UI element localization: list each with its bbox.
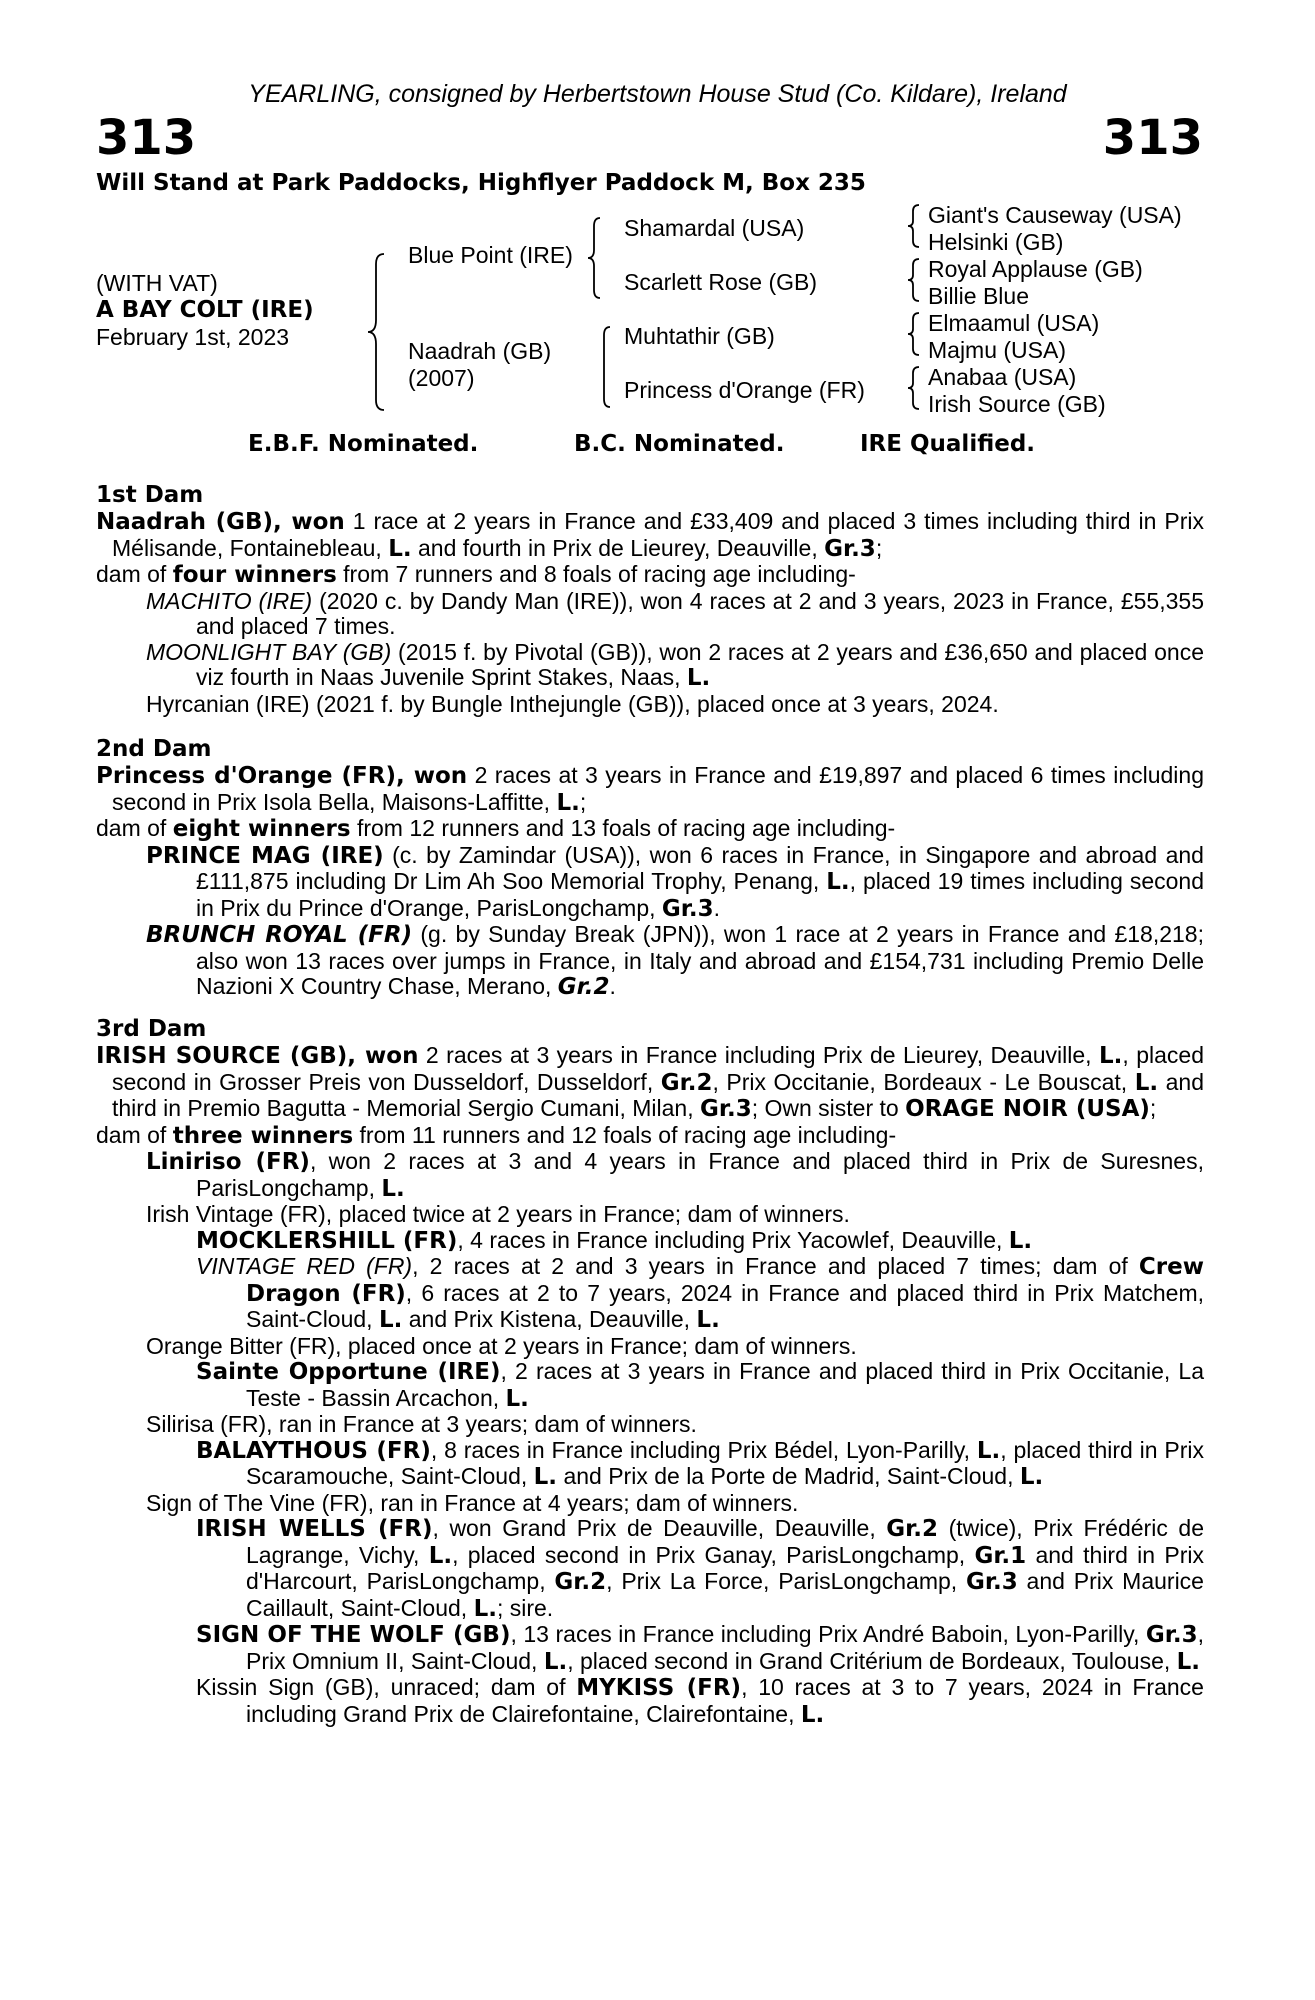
text-run: 2 races at 3 years in France and £19,897 and placed 6 times including second in Prix Isola Bella, Maisons-Laffitte, <box>112 762 1204 815</box>
sire-dam: Scarlett Rose (GB) <box>624 269 817 295</box>
pedigree-paragraph <box>96 1228 1204 1255</box>
vat-label: (WITH VAT) <box>96 270 218 296</box>
text-run: and Prix de la Porte de Madrid, Saint-Cloud, <box>557 1463 1020 1489</box>
text-run: , won Grand Prix de Deauville, Deauville, <box>432 1515 887 1541</box>
text-run: L. <box>473 1595 497 1622</box>
text-run: Silirisa (FR), ran in France at 3 years; dam of winners. <box>146 1411 697 1437</box>
text-run: dam of <box>96 815 173 841</box>
text-run: L. <box>388 535 412 562</box>
text-run: PRINCE MAG (IRE) <box>146 842 384 869</box>
text-run: L. <box>428 1542 453 1569</box>
text-run: 2 races at 3 years in France including Prix de Lieurey, Deauville, <box>418 1042 1099 1068</box>
ebf-nominated: E.B.F. Nominated. <box>248 431 479 457</box>
dam-sire: Muhtathir (GB) <box>624 323 775 349</box>
text-run: L. <box>505 1385 529 1412</box>
text-run: L. <box>556 789 580 816</box>
pedigree-paragraph <box>96 1334 1204 1360</box>
pedigree-paragraph <box>96 509 1204 562</box>
text-run: (2015 f. by Pivotal (GB)), won 2 races at 2 years and £36,650 and placed once viz fourth in Naas Juvenile Sprint Stakes, Naas, <box>196 638 1204 690</box>
text-run: , 8 races in France including Prix Bédel, Lyon-Parilly, <box>430 1436 977 1463</box>
text-run: . <box>609 973 616 999</box>
text-run: Irish Vintage (FR), placed twice at 2 years in France; dam of winners. <box>146 1201 850 1227</box>
ire-qualified: IRE Qualified. <box>860 431 1036 457</box>
foaling-date: February 1st, 2023 <box>96 324 290 350</box>
text-run: and Prix Maurice Caillault, Saint-Cloud, <box>246 1568 1204 1621</box>
text-run: , 6 races at 2 to 7 years, 2024 in France and placed third in Prix Matchem, Saint-Cloud, <box>246 1279 1204 1332</box>
pedigree-paragraph <box>96 1438 1204 1491</box>
text-run: L. <box>800 1701 825 1728</box>
text-run: Gr.3 <box>1145 1622 1198 1648</box>
gen3-5: Elmaamul (USA) <box>928 310 1100 336</box>
pedigree-paragraph <box>96 816 1204 843</box>
text-run: , 13 races in France including Prix André Baboin, Lyon-Parilly, <box>510 1621 1146 1647</box>
text-run: Liniriso (FR) <box>146 1149 310 1175</box>
text-run: Gr.3 <box>700 1096 752 1122</box>
text-run: , 10 races at 3 to 7 years, 2024 in France including Grand Prix de Clairefontaine, Clairefontaine, <box>246 1674 1204 1727</box>
text-run: Gr.2 <box>554 1569 607 1595</box>
text-run: , Prix La Force, ParisLongchamp, <box>606 1568 967 1594</box>
gen3-7: Anabaa (USA) <box>928 364 1077 390</box>
text-run: 1 race at 2 years in France and £33,409 and placed 3 times including third in Prix Mélisande, Fontainebleau, <box>112 508 1204 561</box>
text-run: L. <box>1008 1227 1033 1254</box>
pedigree-paragraph <box>96 843 1204 923</box>
text-run: Princess d'Orange (FR), won <box>96 763 468 789</box>
text-run: L. <box>976 1437 1001 1464</box>
text-run: MOCKLERSHILL (FR) <box>196 1227 458 1254</box>
text-run: Gr.3 <box>966 1569 1018 1595</box>
pedigree-paragraph <box>96 692 1204 718</box>
text-run: L. <box>1098 1043 1123 1069</box>
pedigree-paragraph <box>96 922 1204 1001</box>
section-2nd-dam <box>96 736 1204 1001</box>
text-run: , placed third in Prix Scaramouche, Saint-Cloud, <box>246 1436 1204 1489</box>
section-1st-dam <box>96 482 1204 717</box>
pedigree-paragraph <box>96 1412 1204 1438</box>
pedigree-brace-g3 <box>901 311 925 357</box>
pedigree-brace-dam <box>592 325 616 409</box>
stand-location: Will Stand at Park Paddocks, Highflyer Paddock M, Box 235 <box>96 170 866 196</box>
text-run: MACHITO (IRE) <box>146 587 313 614</box>
text-run: L. <box>696 1307 720 1333</box>
pedigree-paragraph <box>96 589 1204 640</box>
text-run: three winners <box>172 1122 354 1149</box>
text-run: Gr.2 <box>557 974 610 1000</box>
text-run: Naadrah (GB), won <box>96 509 345 535</box>
gen3-6: Majmu (USA) <box>928 337 1067 363</box>
pedigree-brace-g4 <box>901 365 925 411</box>
pedigree-paragraph <box>96 1123 1204 1150</box>
text-run: L. <box>533 1464 558 1490</box>
text-run: IRISH SOURCE (GB), won <box>96 1043 419 1069</box>
text-run: and third in Prix d'Harcourt, ParisLongchamp, <box>246 1541 1204 1594</box>
pedigree-paragraph <box>96 1254 1204 1334</box>
pedigree-paragraph <box>96 1491 1204 1517</box>
pedigree-paragraph <box>96 1359 1204 1412</box>
gen3-4: Billie Blue <box>928 283 1029 309</box>
text-run: (c. by Zamindar (USA)), won 6 races in France, in Singapore and abroad and £111,875 including Dr Lim Ah Soo Memorial Trophy, Penang, <box>196 841 1204 894</box>
text-run: SIGN OF THE WOLF (GB) <box>196 1622 511 1648</box>
text-run: Gr.1 <box>974 1542 1027 1569</box>
text-run: MOONLIGHT BAY (GB) <box>146 638 392 665</box>
pedigree-paragraph <box>96 1202 1204 1228</box>
pedigree-paragraph <box>96 640 1204 692</box>
section-heading: 2nd Dam <box>96 736 212 762</box>
text-run: , placed second in Grosser Preis von Dusseldorf, Dusseldorf, <box>112 1042 1204 1095</box>
text-run: (2020 c. by Dandy Man (IRE)), won 4 races at 2 and 3 years, 2023 in France, £55,355 and placed 7 times. <box>196 587 1204 639</box>
bc-nominated: B.C. Nominated. <box>574 431 785 457</box>
dam-dam: Princess d'Orange (FR) <box>624 377 865 403</box>
text-run: , placed second in Grand Critérium de Bordeaux, Toulouse, <box>567 1647 1177 1674</box>
text-run: IRISH WELLS (FR) <box>196 1516 433 1542</box>
pedigree-brace-sire <box>582 216 606 300</box>
text-run: L. <box>381 1175 405 1202</box>
gen3-3: Royal Applause (GB) <box>928 256 1143 282</box>
section-heading: 3rd Dam <box>96 1016 207 1042</box>
pedigree-paragraph <box>96 1149 1204 1202</box>
text-run: MYKISS (FR) <box>576 1675 742 1701</box>
text-run: ; <box>1149 1095 1157 1121</box>
text-run: Gr.3 <box>824 535 876 562</box>
pedigree-brace-g1 <box>901 203 925 249</box>
text-run: BRUNCH ROYAL (FR) <box>146 922 413 948</box>
text-run: dam of <box>96 561 173 587</box>
text-run: (g. by Sunday Break (JPN)), won 1 race at 2 years in France and £18,218; also won 13 races over jumps in France, in Italy and abroad and £154,731 including Premio Delle Nazioni X Country Chase, Merano, <box>196 921 1204 999</box>
pedigree-brace-main <box>362 252 390 412</box>
pedigree-paragraph <box>96 562 1204 589</box>
text-run: Gr.2 <box>660 1069 713 1096</box>
text-run: and Prix Kistena, Deauville, <box>402 1306 697 1332</box>
text-run: ; <box>875 534 883 561</box>
pedigree-paragraph <box>96 1516 1204 1622</box>
text-run: , Prix Omnium II, Saint-Cloud, <box>246 1621 1204 1674</box>
text-run: L. <box>1176 1648 1201 1675</box>
text-run: , placed second in Prix Ganay, ParisLongchamp, <box>452 1541 975 1568</box>
text-run: four winners <box>172 562 337 588</box>
pedigree-brace-g2 <box>901 257 925 303</box>
dam-name: Naadrah (GB) <box>408 338 552 364</box>
text-run: Gr.2 <box>886 1516 938 1542</box>
text-run: Hyrcanian (IRE) (2021 f. by Bungle Inthejungle (GB)), placed once at 3 years, 2024. <box>146 690 999 717</box>
text-run: BALAYTHOUS (FR) <box>196 1437 431 1464</box>
text-run: L. <box>1019 1464 1044 1490</box>
text-run: , 4 races in France including Prix Yacowlef, Deauville, <box>457 1226 1009 1253</box>
text-run: Sainte Opportune (IRE) <box>196 1359 501 1385</box>
text-run: dam of <box>96 1121 173 1148</box>
text-run: , Prix Occitanie, Bordeaux - Le Bouscat, <box>712 1068 1135 1095</box>
gen3-2: Helsinki (GB) <box>928 229 1064 255</box>
text-run: VINTAGE RED (FR) <box>196 1253 413 1279</box>
text-run: eight winners <box>172 816 351 842</box>
pedigree-paragraph <box>96 1043 1204 1123</box>
text-run: (twice), Prix Frédéric de Lagrange, Vichy, <box>246 1515 1205 1568</box>
text-run: and third in Premio Bagutta - Memorial Sergio Cumani, Milan, <box>112 1068 1205 1121</box>
text-run: Gr.3 <box>661 895 714 922</box>
pedigree-paragraph <box>96 1622 1204 1675</box>
dam-year: (2007) <box>408 365 475 391</box>
sire-name: Blue Point (IRE) <box>408 242 573 268</box>
gen3-8: Irish Source (GB) <box>928 391 1106 417</box>
text-run: and fourth in Prix de Lieurey, Deauville, <box>411 534 825 561</box>
text-run: , 2 races at 2 and 3 years in France and placed 7 times; dam of <box>412 1253 1139 1279</box>
text-run: , 2 races at 3 years in France and placed third in Prix Occitanie, La Teste - Bassin Arcachon, <box>246 1358 1204 1411</box>
text-run: Sign of The Vine (FR), ran in France at 4 years; dam of winners. <box>146 1489 799 1516</box>
horse-name: A BAY COLT (IRE) <box>96 297 314 323</box>
text-run: L. <box>543 1648 568 1675</box>
section-3rd-dam <box>96 1016 1204 1728</box>
consignment-line: YEARLING, consigned by Herbertstown House Stud (Co. Kildare), Ireland <box>248 80 1067 108</box>
text-run: L. <box>1134 1069 1159 1096</box>
text-run: ORAGE NOIR (USA) <box>905 1096 1150 1122</box>
text-run: Crew Dragon (FR) <box>246 1254 1204 1307</box>
text-run: from 11 runners and 12 foals of racing age including- <box>353 1121 897 1148</box>
sire-sire: Shamardal (USA) <box>624 215 805 241</box>
text-run: , placed 19 times including second in Prix du Prince d'Orange, ParisLongchamp, <box>196 868 1204 921</box>
text-run: from 12 runners and 13 foals of racing age including- <box>350 815 896 841</box>
text-run: Orange Bitter (FR), placed once at 2 years in France; dam of winners. <box>146 1332 857 1359</box>
pedigree-paragraph <box>96 1675 1204 1728</box>
text-run: L. <box>826 869 850 895</box>
text-run: ; <box>579 788 587 815</box>
text-run: ; sire. <box>496 1594 554 1621</box>
text-run: Kissin Sign (GB), unraced; dam of <box>196 1674 577 1700</box>
text-run: ; Own sister to <box>751 1095 906 1121</box>
gen3-1: Giant's Causeway (USA) <box>928 202 1182 228</box>
text-run: from 7 runners and 8 foals of racing age including- <box>336 561 856 587</box>
text-run: L. <box>378 1307 403 1333</box>
pedigree-paragraph <box>96 763 1204 816</box>
text-run: L. <box>686 665 711 691</box>
section-heading: 1st Dam <box>96 482 204 508</box>
text-run: , won 2 races at 3 and 4 years in France and placed third in Prix de Suresnes, ParisLongchamp, <box>196 1148 1204 1201</box>
lot-number-left: 313 <box>96 110 197 166</box>
text-run: . <box>713 894 720 921</box>
lot-number-right: 313 <box>1102 110 1203 166</box>
